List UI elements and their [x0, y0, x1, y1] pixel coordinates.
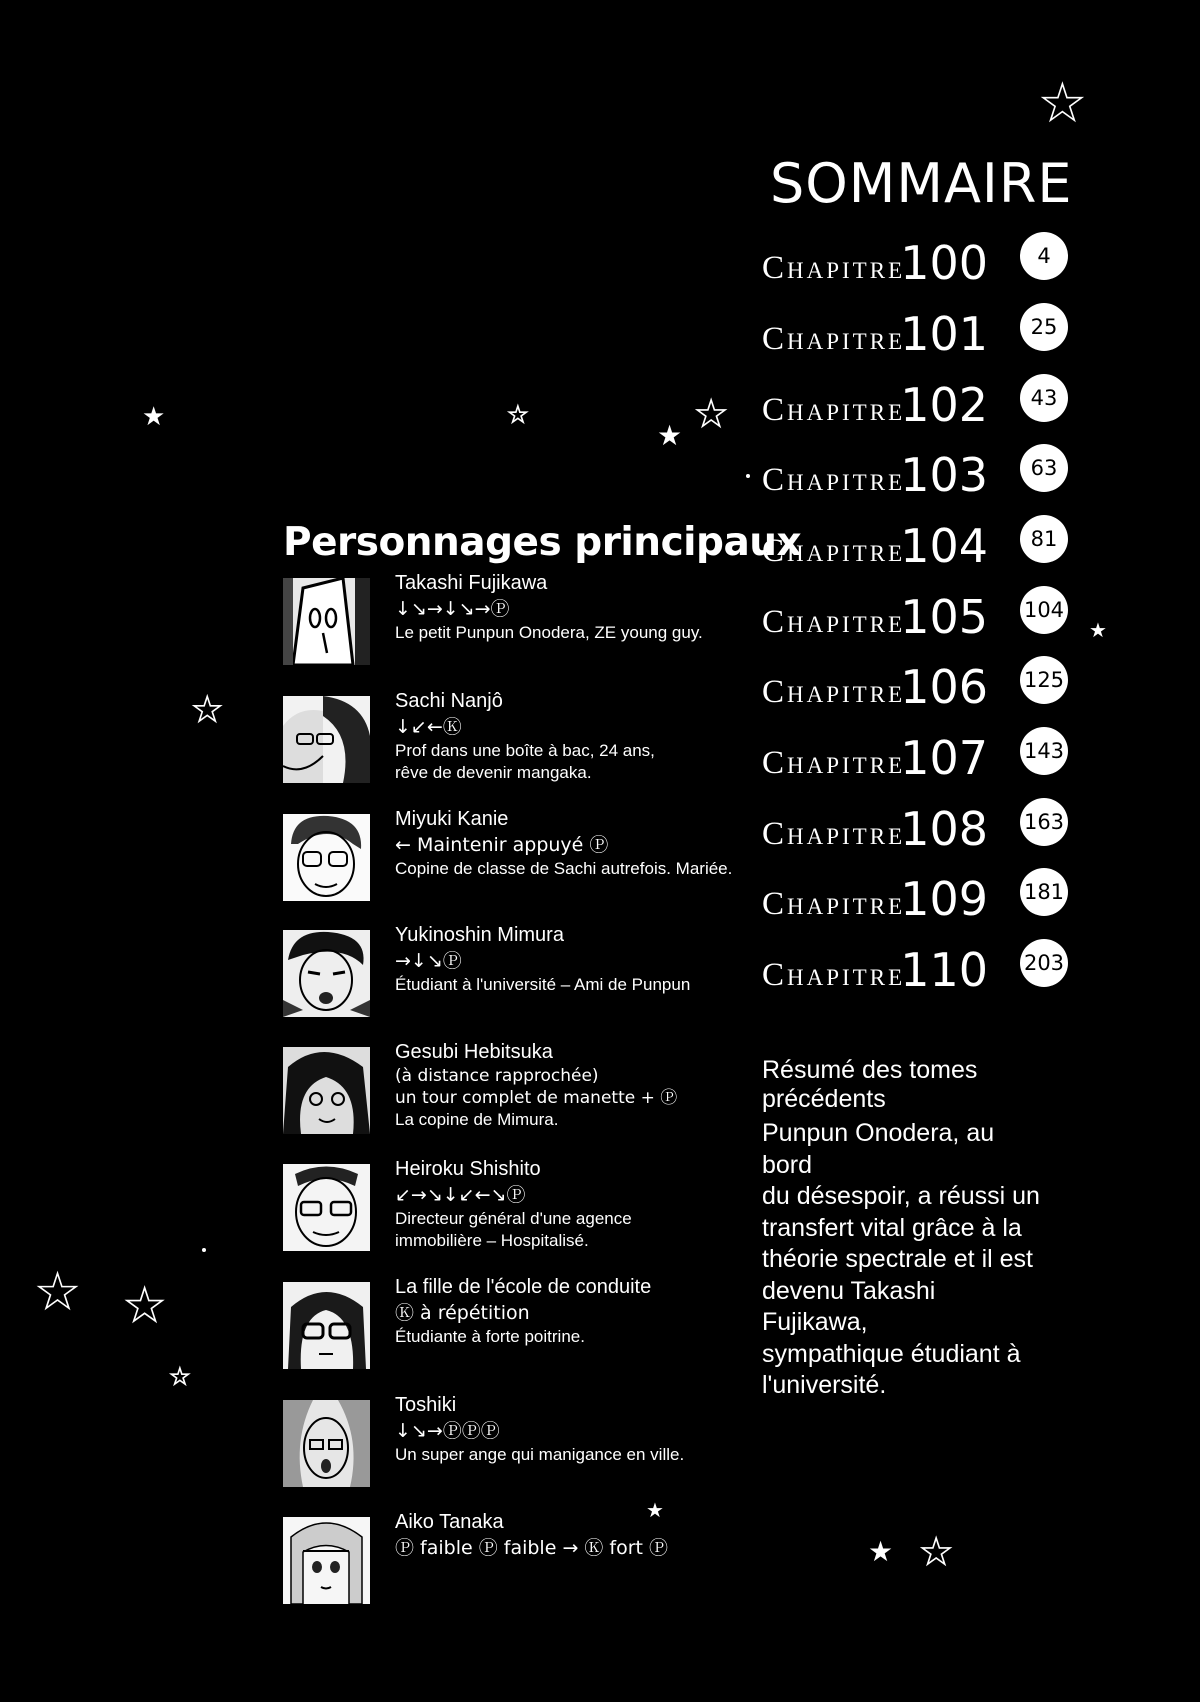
star-icon: ★: [657, 419, 683, 452]
character-name: Gesubi Hebitsuka: [395, 1041, 553, 1063]
star-icon: ★: [646, 1498, 664, 1522]
resume-line: transfert vital grâce à la: [762, 1213, 1022, 1242]
character-info: [395, 688, 755, 784]
character-info: [395, 570, 755, 644]
resume-line: sympathique étudiant à: [762, 1339, 1021, 1368]
star-icon: ★: [1040, 74, 1085, 132]
chapter-page-badge: 104: [1020, 586, 1068, 634]
character-desc: immobilière – Hospitalisé.: [395, 1231, 589, 1250]
character-name: Sachi Nanjô: [395, 690, 503, 712]
chapter-number: 106: [900, 660, 988, 714]
chapter-row[interactable]: [762, 586, 1082, 644]
chapter-number: 110: [900, 943, 988, 997]
star-icon: ★: [1089, 618, 1107, 642]
chapter-number: 100: [900, 236, 988, 290]
chapter-page-badge: 25: [1020, 303, 1068, 351]
chapter-page-badge: 4: [1020, 232, 1068, 280]
character-name: Heiroku Shishito: [395, 1158, 541, 1180]
chapter-label: Chapitre: [762, 816, 906, 852]
character-portrait: [283, 1047, 370, 1134]
resume-line: Punpun Onodera, au bord: [762, 1119, 995, 1179]
star-icon: ★: [36, 1264, 80, 1320]
chapter-number: 107: [900, 731, 988, 785]
character-combo: ↓↘→ⓅⓅⓅ: [395, 1420, 500, 1442]
character-name: La fille de l'école de conduite: [395, 1276, 652, 1298]
chapter-page-badge: 163: [1020, 798, 1068, 846]
character-portrait: [283, 930, 370, 1017]
character-info: [395, 1156, 755, 1252]
character-name: Miyuki Kanie: [395, 808, 509, 830]
chapter-label: Chapitre: [762, 533, 906, 569]
character-desc: Un super ange qui manigance en ville.: [395, 1445, 685, 1464]
character-combo: Ⓚ à répétition: [395, 1302, 530, 1324]
character-info: [395, 1039, 755, 1131]
star-icon: ★: [695, 394, 728, 435]
character-combo: ↓↙←Ⓚ: [395, 716, 462, 738]
star-icon: ★: [508, 403, 528, 428]
dot: [202, 1248, 206, 1252]
chapter-page-badge: 63: [1020, 444, 1068, 492]
chapter-page-badge: 81: [1020, 515, 1068, 563]
chapter-number: 109: [900, 872, 988, 926]
characters-title: Personnages principaux: [283, 520, 802, 565]
star-icon: ★: [192, 690, 223, 730]
character-desc: Étudiante à forte poitrine.: [395, 1327, 585, 1346]
chapter-label: Chapitre: [762, 321, 906, 357]
character-info: [395, 922, 755, 996]
chapter-number: 105: [900, 590, 988, 644]
chapter-label: Chapitre: [762, 250, 906, 286]
star-icon: ★: [124, 1278, 166, 1332]
character-info: [395, 1392, 755, 1466]
star-icon: ★: [170, 1365, 190, 1390]
chapter-label: Chapitre: [762, 462, 906, 498]
character-name: Toshiki: [395, 1394, 457, 1416]
dot: [746, 474, 750, 478]
chapter-row[interactable]: [762, 727, 1082, 785]
chapter-number: 104: [900, 519, 988, 573]
chapter-row[interactable]: [762, 515, 1082, 573]
chapter-label: Chapitre: [762, 957, 906, 993]
star-icon: ★: [868, 1535, 894, 1568]
resume-line: l'université.: [762, 1371, 887, 1399]
character-desc: rêve de devenir mangaka.: [395, 763, 592, 782]
character-portrait: [283, 1164, 370, 1251]
character-combo: ← Maintenir appuyé Ⓟ: [395, 834, 609, 856]
character-desc: Le petit Punpun Onodera, ZE young guy.: [395, 623, 703, 642]
chapter-row[interactable]: [762, 939, 1082, 997]
chapter-page-badge: 125: [1020, 656, 1068, 704]
chapter-page-badge: 43: [1020, 374, 1068, 422]
character-desc: Directeur général d'une agence: [395, 1209, 632, 1228]
star-icon: ★: [142, 402, 166, 432]
chapter-number: 103: [900, 448, 988, 502]
chapter-page-badge: 181: [1020, 868, 1068, 916]
chapter-page-badge: 143: [1020, 727, 1068, 775]
chapter-row[interactable]: [762, 444, 1082, 502]
character-info: [395, 806, 755, 880]
chapter-label: Chapitre: [762, 886, 906, 922]
character-combo: ↙→↘↓↙←↘Ⓟ: [395, 1184, 526, 1206]
character-desc: Prof dans une boîte à bac, 24 ans,: [395, 741, 655, 760]
chapter-label: Chapitre: [762, 674, 906, 710]
character-combo: ↓↘→↓↘→Ⓟ: [395, 598, 510, 620]
character-desc: Étudiant à l'université – Ami de Punpun: [395, 975, 691, 994]
chapter-number: 108: [900, 802, 988, 856]
character-combo: Ⓟ faible Ⓟ faible → Ⓚ fort Ⓟ: [395, 1537, 669, 1559]
character-portrait: [283, 1282, 370, 1369]
chapter-row[interactable]: [762, 656, 1082, 714]
chapter-row[interactable]: [762, 232, 1082, 290]
character-portrait: [283, 814, 370, 901]
character-info: [395, 1274, 755, 1348]
character-name: Aiko Tanaka: [395, 1511, 504, 1533]
chapter-label: Chapitre: [762, 604, 906, 640]
character-portrait: [283, 1517, 370, 1604]
resume-text: [762, 1118, 1042, 1402]
character-combo: (à distance rapprochée): [395, 1066, 599, 1086]
character-name: Takashi Fujikawa: [395, 572, 548, 594]
character-desc: Copine de classe de Sachi autrefois. Mariée.: [395, 859, 733, 878]
character-name: Yukinoshin Mimura: [395, 924, 564, 946]
chapter-label: Chapitre: [762, 745, 906, 781]
resume-line: théorie spectrale et il est: [762, 1245, 1033, 1273]
character-info: [395, 1509, 755, 1561]
chapter-number: 102: [900, 378, 988, 432]
chapter-number: 101: [900, 307, 988, 361]
star-icon: ★: [920, 1532, 953, 1573]
sommaire-title: SOMMAIRE: [770, 152, 1073, 215]
resume-line: devenu Takashi Fujikawa,: [762, 1276, 936, 1336]
character-combo: →↓↘Ⓟ: [395, 950, 462, 972]
chapter-row[interactable]: [762, 374, 1082, 432]
chapter-row[interactable]: [762, 868, 1082, 926]
character-desc: La copine de Mimura.: [395, 1110, 559, 1129]
character-portrait: [283, 1400, 370, 1487]
chapter-row[interactable]: [762, 303, 1082, 361]
chapter-label: Chapitre: [762, 392, 906, 428]
character-portrait: [283, 696, 370, 783]
chapter-row[interactable]: [762, 798, 1082, 856]
chapter-page-badge: 203: [1020, 939, 1068, 987]
resume-title: Résumé des tomes précédents: [762, 1056, 978, 1113]
resume-line: du désespoir, a réussi un: [762, 1182, 1040, 1210]
character-portrait: [283, 578, 370, 665]
character-combo: un tour complet de manette + Ⓟ: [395, 1088, 678, 1108]
